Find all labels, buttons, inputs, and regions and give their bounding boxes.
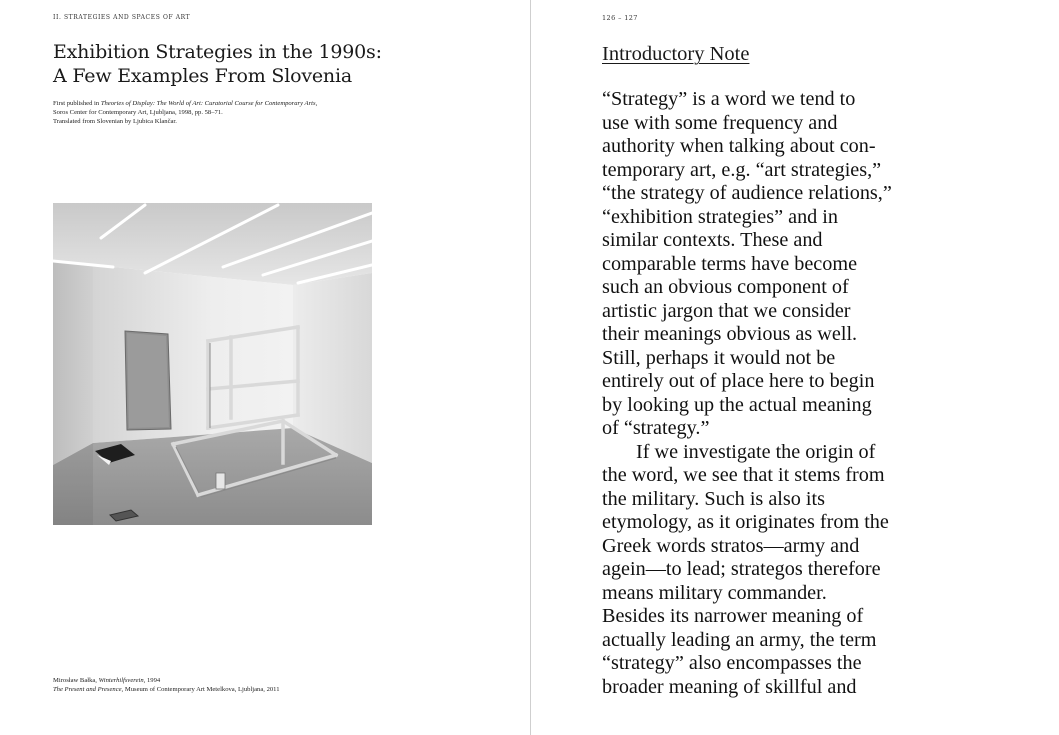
article-title-line-1: Exhibition Strategies in the 1990s: bbox=[53, 41, 382, 63]
caption-artist: Mirosław Bałka, bbox=[53, 677, 99, 684]
body-line: “the strategy of audience relations,” bbox=[602, 182, 892, 204]
publication-book-title: Theories of Display: The World of Art: Curatorial Course for Contemporary Arts bbox=[100, 100, 316, 107]
body-line: entirely out of place here to begin bbox=[602, 370, 875, 392]
article-title bbox=[53, 40, 473, 88]
body-line: “strategy” also encompasses the bbox=[602, 652, 862, 674]
body-line: such an obvious component of bbox=[602, 276, 849, 298]
body-line: temporary art, e.g. “art strategies,” bbox=[602, 158, 882, 181]
page-numbers: 126 – 127 bbox=[602, 14, 638, 22]
body-line: means military commander. bbox=[602, 581, 827, 604]
caption-exhibition: The Present and Presence bbox=[53, 686, 122, 693]
article-title-line-2: A Few Examples From Slovenia bbox=[53, 65, 352, 87]
body-line: “Strategy” is a word we tend to bbox=[602, 88, 856, 110]
body-line: authority when talking about con- bbox=[602, 135, 876, 157]
body-line: Besides its narrower meaning of bbox=[602, 605, 864, 627]
body-line: actually leading an army, the term bbox=[602, 628, 877, 651]
body-line: similar contexts. These and bbox=[602, 229, 823, 251]
body-line: their meanings obvious as well. bbox=[602, 323, 858, 345]
publication-line-3: Translated from Slovenian by Ljubica Klančar. bbox=[53, 118, 177, 125]
caption-work: Winterhilfsverein bbox=[98, 677, 144, 684]
body-line: etymology, as it originates from the bbox=[602, 511, 889, 533]
body-line: comparable terms have become bbox=[602, 252, 858, 275]
body-line: the military. Such is also its bbox=[602, 487, 825, 510]
right-page bbox=[531, 0, 1059, 735]
publication-prefix: First published in bbox=[53, 100, 101, 107]
body-line: “exhibition strategies” and in bbox=[602, 205, 839, 228]
publication-info bbox=[53, 99, 473, 126]
running-head: II. STRATEGIES AND SPACES OF ART bbox=[53, 14, 191, 21]
body-line: broader meaning of skillful and bbox=[602, 675, 857, 698]
caption-line-1 bbox=[53, 676, 473, 685]
body-line: the word, we see that it stems from bbox=[602, 464, 885, 486]
caption-line-2 bbox=[53, 685, 473, 694]
body-line: by looking up the actual meaning bbox=[602, 393, 872, 416]
body-line: Greek words stratos—army and bbox=[602, 534, 860, 557]
body-text bbox=[602, 88, 932, 699]
body-line: artistic jargon that we consider bbox=[602, 299, 851, 322]
photo-caption bbox=[53, 676, 473, 694]
caption-year: , 1994 bbox=[143, 677, 161, 684]
caption-venue: , Museum of Contemporary Art Metelkova, Ljubljana, 2011 bbox=[121, 686, 280, 693]
body-line-indented: If we investigate the origin of bbox=[636, 440, 876, 463]
installation-photo bbox=[53, 203, 372, 525]
body-line: use with some frequency and bbox=[602, 111, 838, 134]
publication-suffix: , bbox=[315, 100, 318, 107]
body-line: agein—to lead; strategos therefore bbox=[602, 558, 881, 580]
publication-line-1 bbox=[53, 99, 473, 108]
body-line: Still, perhaps it would not be bbox=[602, 346, 836, 369]
body-line: of “strategy.” bbox=[602, 417, 710, 439]
publication-line-2: Soros Center for Contemporary Art, Ljubljana, 1998, pp. 58–71. bbox=[53, 109, 223, 116]
section-heading: Introductory Note bbox=[602, 43, 750, 65]
